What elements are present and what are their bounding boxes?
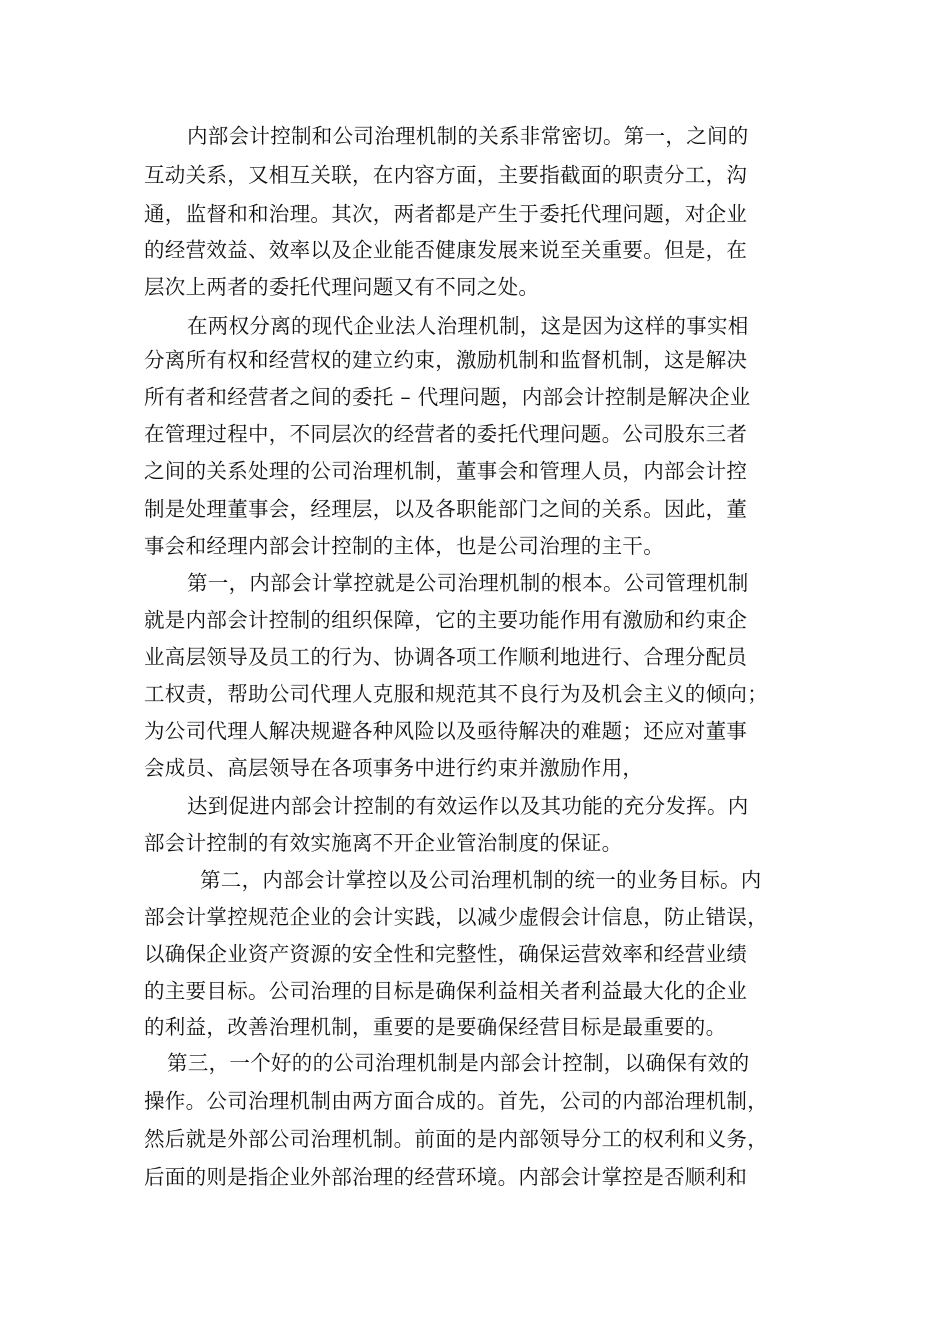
paragraph-3-line-6: 会成员、高层领导在各项事务中进行约束并激励作用， xyxy=(144,756,644,780)
paragraph-3-line-1: 第一，内部会计掌控就是公司治理机制的根本。公司管理机制 xyxy=(187,571,749,595)
paragraph-4-line-1: 达到促进内部会计控制的有效运作以及其功能的充分发挥。内 xyxy=(187,794,749,818)
paragraph-2-line-1: 在两权分离的现代企业法人治理机制，这是因为这样的事实相 xyxy=(187,314,749,338)
paragraph-6-line-2: 操作。公司治理机制由两方面合成的。首先，公司的内部治理机制， xyxy=(144,1089,768,1113)
paragraph-2-line-4: 在管理过程中，不同层次的经营者的委托代理问题。公司股东三者 xyxy=(144,422,748,446)
paragraph-1-line-4: 的经营效益、效率以及企业能否健康发展来说至关重要。但是，在 xyxy=(144,238,748,262)
paragraph-1-line-3: 通，监督和和治理。其次，两者都是产生于委托代理问题，对企业 xyxy=(144,202,748,226)
paragraph-6-line-3: 然后就是外部公司治理机制。前面的是内部领导分工的权利和义务， xyxy=(144,1127,768,1151)
paragraph-1-line-5: 层次上两者的委托代理问题又有不同之处。 xyxy=(144,275,540,299)
paragraph-1-line-2: 互动关系，又相互关联，在内容方面，主要指截面的职责分工，沟 xyxy=(144,163,748,187)
paragraph-3-line-5: 为公司代理人解决规避各种风险以及亟待解决的难题；还应对董事 xyxy=(144,719,748,743)
paragraph-3-line-3: 业高层领导及员工的行为、协调各项工作顺利地进行、合理分配员 xyxy=(144,645,748,669)
paragraph-5-line-3: 以确保企业资产资源的安全性和完整性，确保运营效率和经营业绩 xyxy=(144,942,748,966)
paragraph-1-line-1: 内部会计控制和公司治理机制的关系非常密切。第一，之间的 xyxy=(187,124,749,148)
paragraph-5-line-2: 部会计掌控规范企业的会计实践，以减少虚假会计信息，防止错误， xyxy=(144,905,768,929)
paragraph-2-line-5: 之间的关系处理的公司治理机制，董事会和管理人员，内部会计控 xyxy=(144,459,748,483)
paragraph-5-line-1: 第二，内部会计掌控以及公司治理机制的统一的业务目标。内 xyxy=(200,868,762,892)
paragraph-6-line-1: 第三，一个好的的公司治理机制是内部会计控制，以确保有效的 xyxy=(167,1051,750,1075)
paragraph-5-line-4: 的主要目标。公司治理的目标是确保利益相关者利益最大化的企业 xyxy=(144,979,748,1003)
paragraph-2-line-6: 制是处理董事会，经理层，以及各职能部门之间的关系。因此，董 xyxy=(144,497,748,521)
paragraph-2-line-3: 所有者和经营者之间的委托 – 代理问题，内部会计控制是解决企业 xyxy=(144,385,751,409)
paragraph-5-line-5: 的利益，改善治理机制，重要的是要确保经营目标是最重要的。 xyxy=(144,1015,727,1039)
paragraph-4-line-2: 部会计控制的有效实施离不开企业管治制度的保证。 xyxy=(144,831,623,855)
paragraph-6-line-4: 后面的则是指企业外部治理的经营环境。内部会计掌控是否顺利和 xyxy=(144,1165,748,1189)
paragraph-3-line-4: 工权责，帮助公司代理人克服和规范其不良行为及机会主义的倾向； xyxy=(144,682,768,706)
paragraph-2-line-2: 分离所有权和经营权的建立约束，激励机制和监督机制，这是解决 xyxy=(144,348,748,372)
paragraph-3-line-2: 就是内部会计控制的组织保障，它的主要功能作用有激励和约束企 xyxy=(144,608,748,632)
paragraph-2-line-7: 事会和经理内部会计控制的主体，也是公司治理的主干。 xyxy=(144,534,664,558)
